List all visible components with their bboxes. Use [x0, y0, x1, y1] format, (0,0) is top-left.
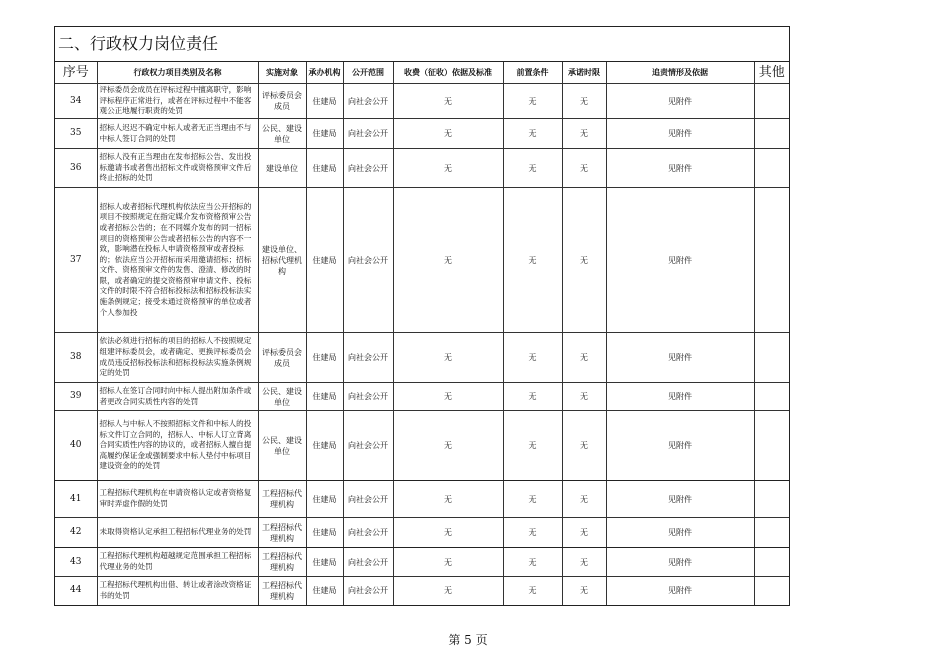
- row-liability: 见附件: [606, 577, 754, 605]
- row-other: [754, 84, 789, 119]
- table-row: [55, 411, 789, 481]
- row-agency: 住建局: [306, 411, 343, 481]
- row-item-name: 工程招标代理机构在申请资格认定或者资格复审时弄虚作假的处罚: [97, 481, 258, 518]
- row-liability: 见附件: [606, 188, 754, 333]
- row-scope: 向社会公开: [343, 84, 393, 119]
- row-other: [754, 518, 789, 548]
- row-agency: 住建局: [306, 333, 343, 383]
- row-time-limit: 无: [562, 333, 606, 383]
- row-scope: 向社会公开: [343, 149, 393, 188]
- row-target: 评标委员会成员: [258, 84, 306, 119]
- table-row: [55, 577, 789, 605]
- row-item-name: 招标人没有正当理由在发布招标公告、发出投标邀请书或者售出招标文件或资格预审文件后终止招标的处罚: [97, 149, 258, 188]
- responsibility-table: [55, 62, 789, 605]
- row-scope: 向社会公开: [343, 577, 393, 605]
- row-item-name: 工程招标代理机构出借、转让或者涂改资格证书的处罚: [97, 577, 258, 605]
- row-liability: 见附件: [606, 119, 754, 149]
- row-time-limit: 无: [562, 481, 606, 518]
- row-agency: 住建局: [306, 84, 343, 119]
- row-precondition: 无: [503, 518, 562, 548]
- row-item-name: 工程招标代理机构超越规定范围承担工程招标代理业务的处罚: [97, 548, 258, 577]
- row-time-limit: 无: [562, 149, 606, 188]
- row-liability: 见附件: [606, 518, 754, 548]
- header-name: 行政权力项目类别及名称: [97, 62, 258, 84]
- row-target: 建设单位、招标代理机构: [258, 188, 306, 333]
- row-agency: 住建局: [306, 383, 343, 411]
- row-seq: 40: [55, 411, 97, 481]
- row-precondition: 无: [503, 119, 562, 149]
- header-time-limit: 承诺时限: [562, 62, 606, 84]
- row-target: 评标委员会成员: [258, 333, 306, 383]
- row-fee: 无: [393, 411, 503, 481]
- row-target: 工程招标代理机构: [258, 577, 306, 605]
- document-sheet: [54, 26, 790, 606]
- row-time-limit: 无: [562, 577, 606, 605]
- row-scope: 向社会公开: [343, 333, 393, 383]
- row-seq: 35: [55, 119, 97, 149]
- row-agency: 住建局: [306, 577, 343, 605]
- row-target: 工程招标代理机构: [258, 481, 306, 518]
- table-row: [55, 383, 789, 411]
- row-time-limit: 无: [562, 548, 606, 577]
- table-row: [55, 518, 789, 548]
- header-liability: 追责情形及依据: [606, 62, 754, 84]
- row-seq: 39: [55, 383, 97, 411]
- row-seq: 38: [55, 333, 97, 383]
- table-row: [55, 548, 789, 577]
- row-seq: 36: [55, 149, 97, 188]
- row-other: [754, 333, 789, 383]
- table-row: [55, 481, 789, 518]
- row-scope: 向社会公开: [343, 481, 393, 518]
- row-other: [754, 149, 789, 188]
- row-item-name: 招标人迟迟不确定中标人或者无正当理由不与中标人签订合同的处罚: [97, 119, 258, 149]
- row-fee: 无: [393, 188, 503, 333]
- row-precondition: 无: [503, 411, 562, 481]
- row-scope: 向社会公开: [343, 188, 393, 333]
- row-liability: 见附件: [606, 84, 754, 119]
- row-fee: 无: [393, 383, 503, 411]
- row-target: 工程招标代理机构: [258, 548, 306, 577]
- row-other: [754, 481, 789, 518]
- row-time-limit: 无: [562, 411, 606, 481]
- header-row: [55, 62, 789, 84]
- header-fee: 收费（征收）依据及标准: [393, 62, 503, 84]
- row-scope: 向社会公开: [343, 548, 393, 577]
- row-precondition: 无: [503, 548, 562, 577]
- row-liability: 见附件: [606, 149, 754, 188]
- row-agency: 住建局: [306, 481, 343, 518]
- row-fee: 无: [393, 119, 503, 149]
- row-precondition: 无: [503, 84, 562, 119]
- row-item-name: 依法必须进行招标的项目的招标人不按照规定组建评标委员会，或者确定、更换评标委员会成员违反招标投标法和招标投标法实施条例规定的处罚: [97, 333, 258, 383]
- row-liability: 见附件: [606, 383, 754, 411]
- row-fee: 无: [393, 577, 503, 605]
- row-precondition: 无: [503, 188, 562, 333]
- row-item-name: 招标人与中标人不按照招标文件和中标人的投标文件订立合同的，招标人、中标人订立背离合同实质性内容的协议的，或者招标人擅自提高履约保证金或强制要求中标人垫付中标项目建设资金的的处罚: [97, 411, 258, 481]
- row-agency: 住建局: [306, 548, 343, 577]
- row-fee: 无: [393, 481, 503, 518]
- row-precondition: 无: [503, 149, 562, 188]
- row-other: [754, 411, 789, 481]
- row-scope: 向社会公开: [343, 383, 393, 411]
- row-agency: 住建局: [306, 518, 343, 548]
- header-other: 其他: [754, 62, 789, 84]
- row-liability: 见附件: [606, 548, 754, 577]
- row-item-name-text: 招标人或者招标代理机构依法应当公开招标的项目不按照规定在指定媒介发布资格预审公告或者招标公告的；在不同媒介发布的同一招标项目的资格预审公告或者招标公告的内容不一致，影响潜在投标人申请资格预审或者投标的；依法应当公开招标而采用邀请招标；招标文件、资格预审文件的发售、澄清、修改的时限，或者确定的提交资格预审申请文件、投标文件的时限不符合招标投标法和招标投标法实施条例规定；接受未通过资格预审的单位或者个人参加投: [99, 201, 252, 317]
- row-agency: 住建局: [306, 188, 343, 333]
- header-precondition: 前置条件: [503, 62, 562, 84]
- header-seq: 序号: [55, 62, 97, 84]
- row-liability: 见附件: [606, 481, 754, 518]
- header-agency: 承办机构: [306, 62, 343, 84]
- row-target: 公民、建设单位: [258, 411, 306, 481]
- row-seq: 41: [55, 481, 97, 518]
- row-other: [754, 577, 789, 605]
- row-fee: 无: [393, 333, 503, 383]
- row-scope: 向社会公开: [343, 518, 393, 548]
- row-seq: 34: [55, 84, 97, 119]
- page-number: 第 5 页: [448, 633, 488, 647]
- row-item-name: 未取得资格认定承担工程招标代理业务的处罚: [97, 518, 258, 548]
- row-liability: 见附件: [606, 411, 754, 481]
- row-seq: 42: [55, 518, 97, 548]
- row-time-limit: 无: [562, 188, 606, 333]
- row-seq: 44: [55, 577, 97, 605]
- row-time-limit: 无: [562, 84, 606, 119]
- row-precondition: 无: [503, 577, 562, 605]
- row-seq: 43: [55, 548, 97, 577]
- row-other: [754, 383, 789, 411]
- row-precondition: 无: [503, 481, 562, 518]
- table-row: [55, 149, 789, 188]
- header-scope: 公开范围: [343, 62, 393, 84]
- header-target: 实施对象: [258, 62, 306, 84]
- row-precondition: 无: [503, 333, 562, 383]
- table-row: [55, 119, 789, 149]
- row-item-name: 评标委员会成员在评标过程中擅离职守，影响评标程序正常进行，或者在评标过程中不能客观公正地履行职责的处罚: [97, 84, 258, 119]
- table-row: [55, 188, 789, 333]
- row-agency: 住建局: [306, 149, 343, 188]
- row-time-limit: 无: [562, 119, 606, 149]
- row-fee: 无: [393, 548, 503, 577]
- row-time-limit: 无: [562, 518, 606, 548]
- row-item-name: 招标人在签订合同时向中标人提出附加条件或者更改合同实质性内容的处罚: [97, 383, 258, 411]
- table-row: [55, 333, 789, 383]
- row-precondition: 无: [503, 383, 562, 411]
- row-fee: 无: [393, 518, 503, 548]
- row-scope: 向社会公开: [343, 119, 393, 149]
- row-liability: 见附件: [606, 333, 754, 383]
- row-target: 工程招标代理机构: [258, 518, 306, 548]
- row-target: 建设单位: [258, 149, 306, 188]
- table-row: [55, 84, 789, 119]
- section-title: 二、行政权力岗位责任: [55, 27, 789, 62]
- row-scope: 向社会公开: [343, 411, 393, 481]
- row-fee: 无: [393, 84, 503, 119]
- row-other: [754, 119, 789, 149]
- row-other: [754, 188, 789, 333]
- row-fee: 无: [393, 149, 503, 188]
- row-agency: 住建局: [306, 119, 343, 149]
- row-target: 公民、建设单位: [258, 383, 306, 411]
- row-other: [754, 548, 789, 577]
- row-time-limit: 无: [562, 383, 606, 411]
- row-item-name: [97, 188, 258, 333]
- row-target: 公民、建设单位: [258, 119, 306, 149]
- row-seq: 37: [55, 188, 97, 333]
